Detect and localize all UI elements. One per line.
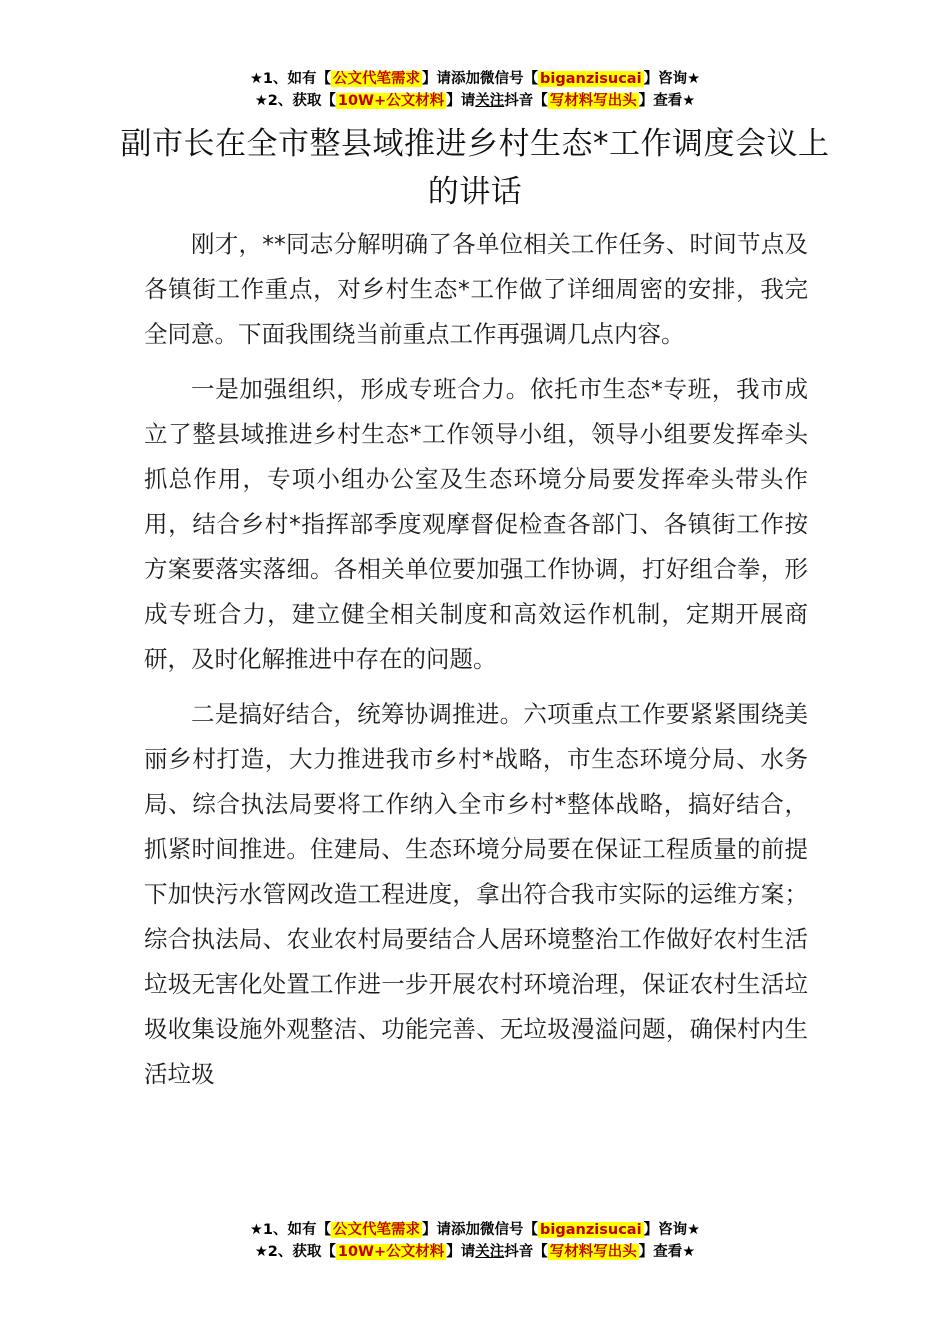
document-title: 副市长在全市整县域推进乡村生态*工作调度会议上的讲话 xyxy=(120,126,830,210)
banner-text: 抖音【 xyxy=(504,1244,548,1260)
banner-text: 】请添加微信号【 xyxy=(422,71,539,87)
banner-highlight: biganzisucai xyxy=(540,71,642,87)
paragraph: 二是搞好结合，统筹协调推进。六项重点工作要紧紧围绕美丽乡村打造，大力推进我市乡村*战略，市生态环境分局、水务局、综合执法局要将工作纳入全市乡村*整体战略，搞好结合，抓紧时间推进。住建局、生态环境分局要在保证工程质量的前提下加快污水管网改造工程进度，拿出符合我市实际的运维方案；综合执法局、农业农村局要结合人居环境整治工作做好农村生活垃圾无害化处置工作进一步开展农村环境治理，保证农村生活垃圾收集设施外观整洁、功能完善、无垃圾漫溢问题，确保村内生活垃圾 xyxy=(144,700,808,1088)
banner-text: 】请 xyxy=(446,1244,476,1260)
banner-text: 】请添加微信号【 xyxy=(422,1222,539,1238)
banner-underlined-text: 关注 xyxy=(475,93,505,109)
banner-text: 】查看★ xyxy=(638,1244,696,1260)
banner-text: 】查看★ xyxy=(638,93,696,109)
banner-line-1 xyxy=(0,1219,950,1241)
banner-highlight: 10W+公文材料 xyxy=(337,93,445,109)
paragraph: 一是加强组织，形成专班合力。依托市生态*专班，我市成立了整县域推进乡村生态*工作领导小组，领导小组要发挥牵头抓总作用，专项小组办公室及生态环境分局要发挥牵头带头作用，结合乡村*指挥部季度观摩督促检查各部门、各镇街工作按方案要落实落细。各相关单位要加强工作协调，打好组合拳，形成专班合力，建立健全相关制度和高效运作机制，定期开展商研，及时化解推进中存在的问题。 xyxy=(144,375,808,673)
banner-line-2 xyxy=(0,90,950,112)
banner-line-1 xyxy=(0,68,950,90)
banner-text: 抖音【 xyxy=(504,93,548,109)
banner-text: 】咨询★ xyxy=(643,1222,701,1238)
banner-underlined-text: 关注 xyxy=(475,1244,505,1260)
header-banner xyxy=(0,68,950,112)
banner-text: ★1、如有【 xyxy=(249,71,332,87)
document-body xyxy=(144,222,808,1107)
footer-banner xyxy=(0,1219,950,1263)
banner-highlight: 公文代笔需求 xyxy=(333,1222,421,1238)
banner-highlight: 10W+公文材料 xyxy=(337,1244,445,1260)
banner-text: 】咨询★ xyxy=(643,71,701,87)
banner-text: ★1、如有【 xyxy=(249,1222,332,1238)
banner-highlight: 写材料写出头 xyxy=(549,93,637,109)
banner-text: ★2、获取【 xyxy=(254,93,336,109)
banner-highlight: 写材料写出头 xyxy=(549,1244,637,1260)
banner-text: ★2、获取【 xyxy=(254,1244,336,1260)
banner-text: 】请 xyxy=(446,93,476,109)
banner-line-2 xyxy=(0,1241,950,1263)
banner-highlight: biganzisucai xyxy=(540,1222,642,1238)
paragraph: 刚才，**同志分解明确了各单位相关工作任务、时间节点及各镇街工作重点，对乡村生态*工作做了详细周密的安排，我完全同意。下面我围绕当前重点工作再强调几点内容。 xyxy=(144,230,808,348)
banner-highlight: 公文代笔需求 xyxy=(333,71,421,87)
